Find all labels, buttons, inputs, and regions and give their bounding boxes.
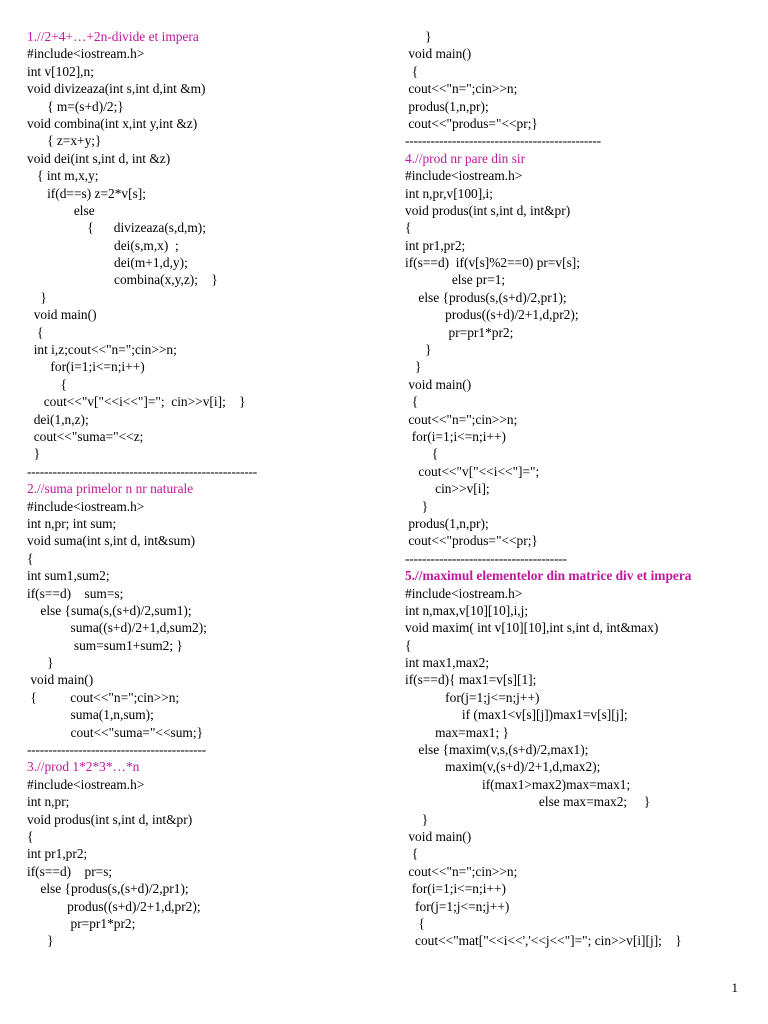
code-line: int pr1,pr2; (405, 237, 466, 253)
code-line: dei(m+1,d,y); (27, 255, 188, 271)
code-line: if(s==d) if(v[s]%2==0) pr=v[s]; (405, 255, 580, 271)
section-heading: 1.//2+4+…+2n-divide et impera (27, 29, 199, 44)
section-divider: ---------------------------------------------- (405, 133, 601, 149)
code-line: { int m,x,y; (27, 168, 99, 184)
right-column (405, 28, 765, 950)
code-line: { (405, 446, 439, 462)
code-line: suma((s+d)/2+1,d,sum2); (27, 620, 207, 636)
code-line: if(s==d) pr=s; (27, 863, 113, 879)
page-number: 1 (731, 980, 738, 995)
section-heading: 4.//prod nr pare din sir (405, 150, 526, 166)
code-line: { (405, 63, 419, 79)
code-line: { (405, 915, 425, 931)
code-line: cout<<"produs="<<pr;} (405, 533, 538, 549)
code-line: int sum1,sum2; (27, 568, 110, 584)
code-line: void dei(int s,int d, int &z) (27, 150, 171, 166)
code-line: if(s==d) sum=s; (27, 585, 124, 601)
code-line: cout<<"suma="<<z; (27, 428, 144, 444)
code-line: void divizeaza(int s,int d,int &m) (27, 81, 206, 97)
code-line: int n,pr,v[100],i; (405, 185, 493, 201)
code-line: produs((s+d)/2+1,d,pr2); (405, 307, 579, 323)
code-line: else {maxim(v,s,(s+d)/2,max1); (405, 742, 589, 758)
code-line: cout<<"mat["<<i<<','<<j<<"]="; cin>>v[i][j]; } (405, 933, 682, 949)
code-line: { (27, 376, 67, 392)
code-line: { (27, 324, 44, 340)
code-line: int i,z;cout<<"n=";cin>>n; (27, 342, 177, 358)
code-line: pr=pr1*pr2; (27, 915, 136, 931)
code-line: } (405, 498, 429, 514)
code-line: cout<<"n=";cin>>n; (405, 81, 518, 97)
code-line: void main() (27, 672, 94, 688)
code-line: pr=pr1*pr2; (405, 324, 514, 340)
code-line: produs(1,n,pr); (405, 98, 489, 114)
code-line: { (27, 550, 34, 566)
code-line: combina(x,y,z); } (27, 272, 218, 288)
code-line: { (405, 846, 419, 862)
code-line: #include<iostream.h> (27, 46, 145, 62)
code-line: maxim(v,(s+d)/2+1,d,max2); (405, 759, 601, 775)
code-line: for(j=1;j<=n;j++) (405, 689, 540, 705)
code-line: else (27, 202, 95, 218)
code-line: if(max1>max2)max=max1; (405, 776, 631, 792)
code-line: for(i=1;i<=n;i++) (27, 359, 145, 375)
section-divider: ------------------------------------------ (27, 742, 206, 758)
code-line: max=max1; } (405, 724, 509, 740)
code-line: { z=x+y;} (27, 133, 102, 149)
code-line: if(d==s) z=2*v[s]; (27, 185, 146, 201)
code-line: } (405, 811, 429, 827)
code-line: void produs(int s,int d, int&pr) (27, 811, 193, 827)
section-heading: 2.//suma primelor n nr naturale (27, 481, 194, 497)
code-line: for(i=1;i<=n;i++) (405, 881, 506, 897)
code-line: int pr1,pr2; (27, 846, 88, 862)
code-line: cout<<"suma="<<sum;} (27, 724, 204, 740)
code-line: int v[102],n; (27, 63, 94, 79)
code-line: } (405, 29, 432, 44)
code-line: } (405, 342, 432, 358)
code-line: { cout<<"n=";cin>>n; (27, 689, 180, 705)
code-line: void maxim( int v[10][10],int s,int d, int&max) (405, 620, 659, 636)
code-line: { (405, 637, 412, 653)
code-line: #include<iostream.h> (27, 776, 145, 792)
code-line: suma(1,n,sum); (27, 707, 154, 723)
code-line: int max1,max2; (405, 655, 490, 671)
code-line: for(j=1;j<=n;j++) (405, 898, 510, 914)
code-line: #include<iostream.h> (405, 585, 523, 601)
code-line: void suma(int s,int d, int&sum) (27, 533, 196, 549)
code-line: void combina(int x,int y,int &z) (27, 115, 198, 131)
code-line: { (405, 220, 412, 236)
code-line: if (max1<v[s][j])max1=v[s][j]; (405, 707, 628, 723)
code-line: else {produs(s,(s+d)/2,pr1); (405, 289, 567, 305)
code-line: produs(1,n,pr); (405, 515, 489, 531)
code-line: void main() (405, 828, 472, 844)
code-line: cin>>v[i]; (405, 481, 490, 497)
code-line: int n,pr; int sum; (27, 515, 117, 531)
code-line: { divizeaza(s,d,m); (27, 220, 206, 236)
section-heading: 3.//prod 1*2*3*…*n (27, 759, 140, 775)
code-line: { (405, 394, 419, 410)
code-line: } (27, 655, 54, 671)
code-line: int n,max,v[10][10],i,j; (405, 602, 529, 618)
code-line: } (405, 359, 422, 375)
code-line: { m=(s+d)/2;} (27, 98, 124, 114)
code-line: cout<<"v["<<i<<"]="; (405, 463, 540, 479)
code-line: } (27, 933, 54, 949)
code-line: cout<<"n=";cin>>n; (405, 411, 518, 427)
code-line: #include<iostream.h> (405, 168, 523, 184)
code-line: void main() (27, 307, 97, 323)
section-divider: ------------------------------------------------------ (27, 463, 257, 479)
code-line: else {produs(s,(s+d)/2,pr1); (27, 881, 189, 897)
code-line: cout<<"v["<<i<<"]="; cin>>v[i]; } (27, 394, 246, 410)
code-line: if(s==d){ max1=v[s][1]; (405, 672, 537, 688)
section-divider: -------------------------------------- (405, 550, 567, 566)
code-line: sum=sum1+sum2; } (27, 637, 183, 653)
code-line: cout<<"n=";cin>>n; (405, 863, 518, 879)
code-line: dei(1,n,z); (27, 411, 89, 427)
code-line: for(i=1;i<=n;i++) (405, 428, 506, 444)
code-line: { (27, 828, 34, 844)
code-line: void main() (405, 376, 472, 392)
code-line: else {suma(s,(s+d)/2,sum1); (27, 602, 192, 618)
code-line: } (27, 289, 47, 305)
code-line: #include<iostream.h> (27, 498, 145, 514)
code-line: int n,pr; (27, 794, 70, 810)
code-line: } (27, 446, 41, 462)
code-line: cout<<"produs="<<pr;} (405, 115, 538, 131)
code-line: produs((s+d)/2+1,d,pr2); (27, 898, 201, 914)
section-heading: 5.//maximul elementelor din matrice div et impera (405, 568, 692, 584)
code-line: dei(s,m,x) ; (27, 237, 179, 253)
code-line: else max=max2; } (405, 794, 651, 810)
left-column (27, 28, 387, 950)
code-line: else pr=1; (405, 272, 506, 288)
code-line: void produs(int s,int d, int&pr) (405, 202, 571, 218)
code-line: void main() (405, 46, 472, 62)
